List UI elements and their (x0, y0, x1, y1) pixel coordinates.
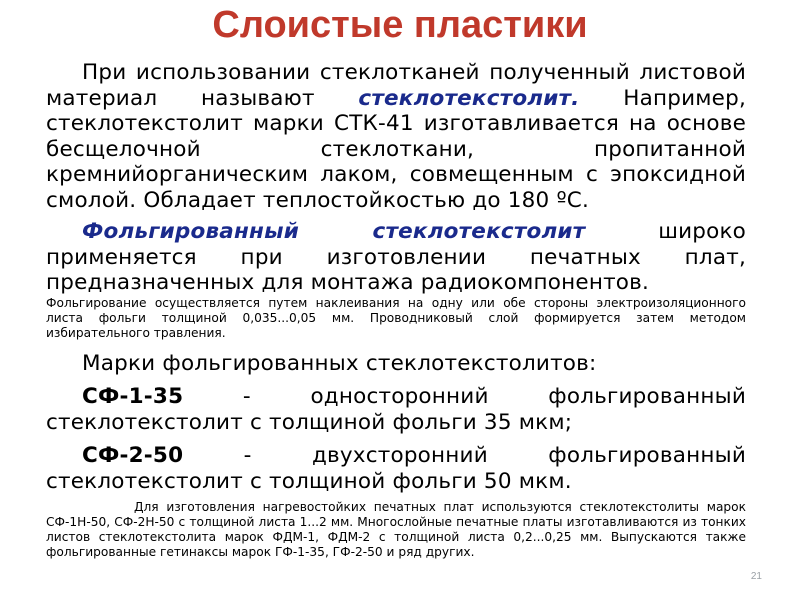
slide-title: Слоистые пластики (212, 4, 588, 46)
term-glass-textolite: стеклотекстолит. (358, 85, 580, 111)
term-foil-textolite: Фольгированный стеклотекстолит (82, 219, 586, 244)
grade-desc-sf-2-50: - двухсторонний фольгированный стеклотекстолит с толщиной фольги 50 мкм. (46, 443, 746, 494)
p1-text-end: Например, стеклотекстолит марки СТК-41 изготавливается на основе бесщелочной стеклоткани, пропитанной кремнийорганическим лаком, совмещенным с эпоксидной смолой. Обладает теплостойкостью до 180 ºС. (46, 85, 746, 213)
paragraph-glass-textolite (46, 60, 746, 213)
paragraph-heat-resistant: Для изготовления нагревостойких печатных плат используются стеклотекстолиты марок СФ-1Н-50, СФ-2Н-50 с толщиной листа 1...2 мм. Многослойные печатные платы изготавливаются из тонких листов стеклотекстолита марок ФДМ-1, ФДМ-2 с толщиной листа 0,2...0,25 мм. Выпускаются также фольгированные гетинаксы марок ГФ-1-35, ГФ-2-50 и ряд других. (46, 500, 746, 559)
slide-body (46, 60, 746, 560)
paragraph-foiling-process: Фольгирование осуществляется путем наклеивания на одну или обе стороны электроизоляционного листа фольги толщиной 0,035...0,05 мм. Проводниковый слой формируется затем методом избирательного травления. (46, 295, 746, 340)
grade-code-sf-2-50: СФ-2-50 (82, 443, 184, 468)
page-number: 21 (750, 571, 762, 582)
p1-text-start: При использовании стеклотканей полученный листовой материал называют (46, 60, 746, 111)
grade-desc-sf-1-35: - односторонний фольгированный стеклотекстолит с толщиной фольги 35 мкм; (46, 384, 746, 435)
paragraph-grades-heading: Марки фольгированных стеклотекстолитов: (82, 350, 597, 376)
paragraph-grade-sf-1-35 (46, 384, 746, 435)
paragraph-foil-textolite (46, 219, 746, 296)
grade-code-sf-1-35: СФ-1-35 (82, 384, 184, 409)
paragraph-grade-sf-2-50 (46, 443, 746, 494)
p2-text: широко применяется при изготовлении печатных плат, предназначенных для монтажа радиокомпонентов. (46, 219, 746, 295)
